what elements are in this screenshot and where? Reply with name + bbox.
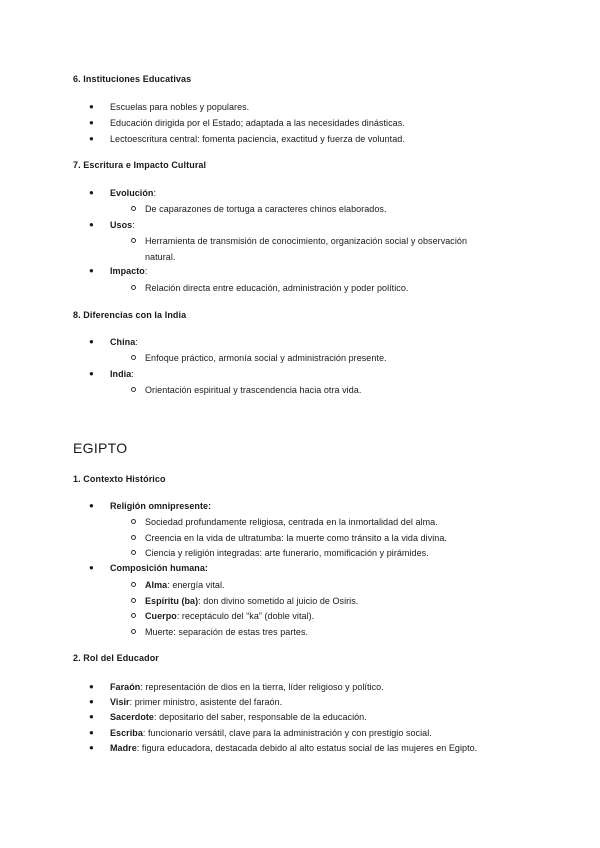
item-label: Religión omnipresente — [110, 501, 209, 511]
list-item: Faraón: representación de dios en la tierra, líder religioso y político. — [110, 682, 384, 692]
item-label: China — [110, 337, 136, 347]
item-label: Impacto — [110, 266, 145, 276]
list-item: Escriba: funcionario versátil, clave para la administración y con prestigio social. — [110, 728, 432, 738]
sub-item: Ciencia y religión integradas: arte funerario, momificación y pirámides. — [145, 548, 429, 558]
bullet-icon: ● — [89, 118, 94, 127]
circle-bullet-icon — [131, 355, 136, 360]
circle-bullet-icon — [131, 519, 136, 524]
sub-item: Alma: energía vital. — [145, 580, 225, 590]
sub-item: Espíritu (ba): don divino sometido al juicio de Osiris. — [145, 596, 359, 606]
sub-item: Creencia en la vida de ultratumba: la muerte como tránsito a la vida divina. — [145, 533, 447, 543]
list-item: Visir: primer ministro, asistente del faraón. — [110, 697, 283, 707]
bullet-icon: ● — [89, 728, 94, 737]
item-label: Usos — [110, 220, 133, 230]
list-item: China: — [110, 337, 138, 347]
section-heading: 6. Instituciones Educativas — [73, 74, 192, 84]
list-item: Evolución: — [110, 188, 157, 198]
list-item: Religión omnipresente: — [110, 501, 212, 511]
bullet-icon: ● — [89, 337, 94, 346]
page-title: EGIPTO — [73, 440, 128, 456]
circle-bullet-icon — [131, 535, 136, 540]
list-item: Impacto: — [110, 266, 148, 276]
circle-bullet-icon — [131, 629, 136, 634]
list-item: Educación dirigida por el Estado; adaptada a las necesidades dinásticas. — [110, 118, 405, 128]
bullet-icon: ● — [89, 369, 94, 378]
circle-bullet-icon — [131, 550, 136, 555]
circle-bullet-icon — [131, 598, 136, 603]
list-item: India: — [110, 369, 134, 379]
circle-bullet-icon — [131, 238, 136, 243]
circle-bullet-icon — [131, 613, 136, 618]
circle-bullet-icon — [131, 387, 136, 392]
circle-bullet-icon — [131, 285, 136, 290]
bullet-icon: ● — [89, 220, 94, 229]
section-heading: 7. Escritura e Impacto Cultural — [73, 160, 207, 170]
sub-item: Cuerpo: receptáculo del “ka” (doble vital). — [145, 611, 315, 621]
bullet-icon: ● — [89, 697, 94, 706]
section-heading: 1. Contexto Histórico — [73, 474, 166, 484]
circle-bullet-icon — [131, 582, 136, 587]
list-item: Composición humana: — [110, 563, 208, 573]
list-item: Lectoescritura central: fomenta paciencia, exactitud y fuerza de voluntad. — [110, 134, 405, 144]
bullet-icon: ● — [89, 134, 94, 143]
item-label: India — [110, 369, 132, 379]
sub-item-continued: natural. — [145, 252, 176, 262]
sub-item: Orientación espiritual y trascendencia hacia otra vida. — [145, 385, 362, 395]
bullet-icon: ● — [89, 188, 94, 197]
item-label: Evolución — [110, 188, 154, 198]
sub-item: Herramienta de transmisión de conocimiento, organización social y observación — [145, 236, 468, 246]
bullet-icon: ● — [89, 682, 94, 691]
sub-item: De caparazones de tortuga a caracteres chinos elaborados. — [145, 204, 387, 214]
bullet-icon: ● — [89, 501, 94, 510]
bullet-icon: ● — [89, 102, 94, 111]
bullet-icon: ● — [89, 266, 94, 275]
bullet-icon: ● — [89, 712, 94, 721]
item-label: Composición humana — [110, 563, 205, 573]
sub-item: Sociedad profundamente religiosa, centrada en la inmortalidad del alma. — [145, 517, 438, 527]
circle-bullet-icon — [131, 206, 136, 211]
section-heading: 8. Diferencias con la India — [73, 310, 187, 320]
bullet-icon: ● — [89, 743, 94, 752]
sub-item: Enfoque práctico, armonía social y administración presente. — [145, 353, 387, 363]
sub-item: Relación directa entre educación, administración y poder político. — [145, 283, 409, 293]
list-item: Escuelas para nobles y populares. — [110, 102, 250, 112]
list-item: Usos: — [110, 220, 135, 230]
bullet-icon: ● — [89, 563, 94, 572]
list-item: Madre: figura educadora, destacada debido al alto estatus social de las mujeres en Egipto. — [110, 743, 478, 753]
sub-item: Muerte: separación de estas tres partes. — [145, 627, 309, 637]
list-item: Sacerdote: depositario del saber, responsable de la educación. — [110, 712, 367, 722]
section-heading: 2. Rol del Educador — [73, 653, 159, 663]
